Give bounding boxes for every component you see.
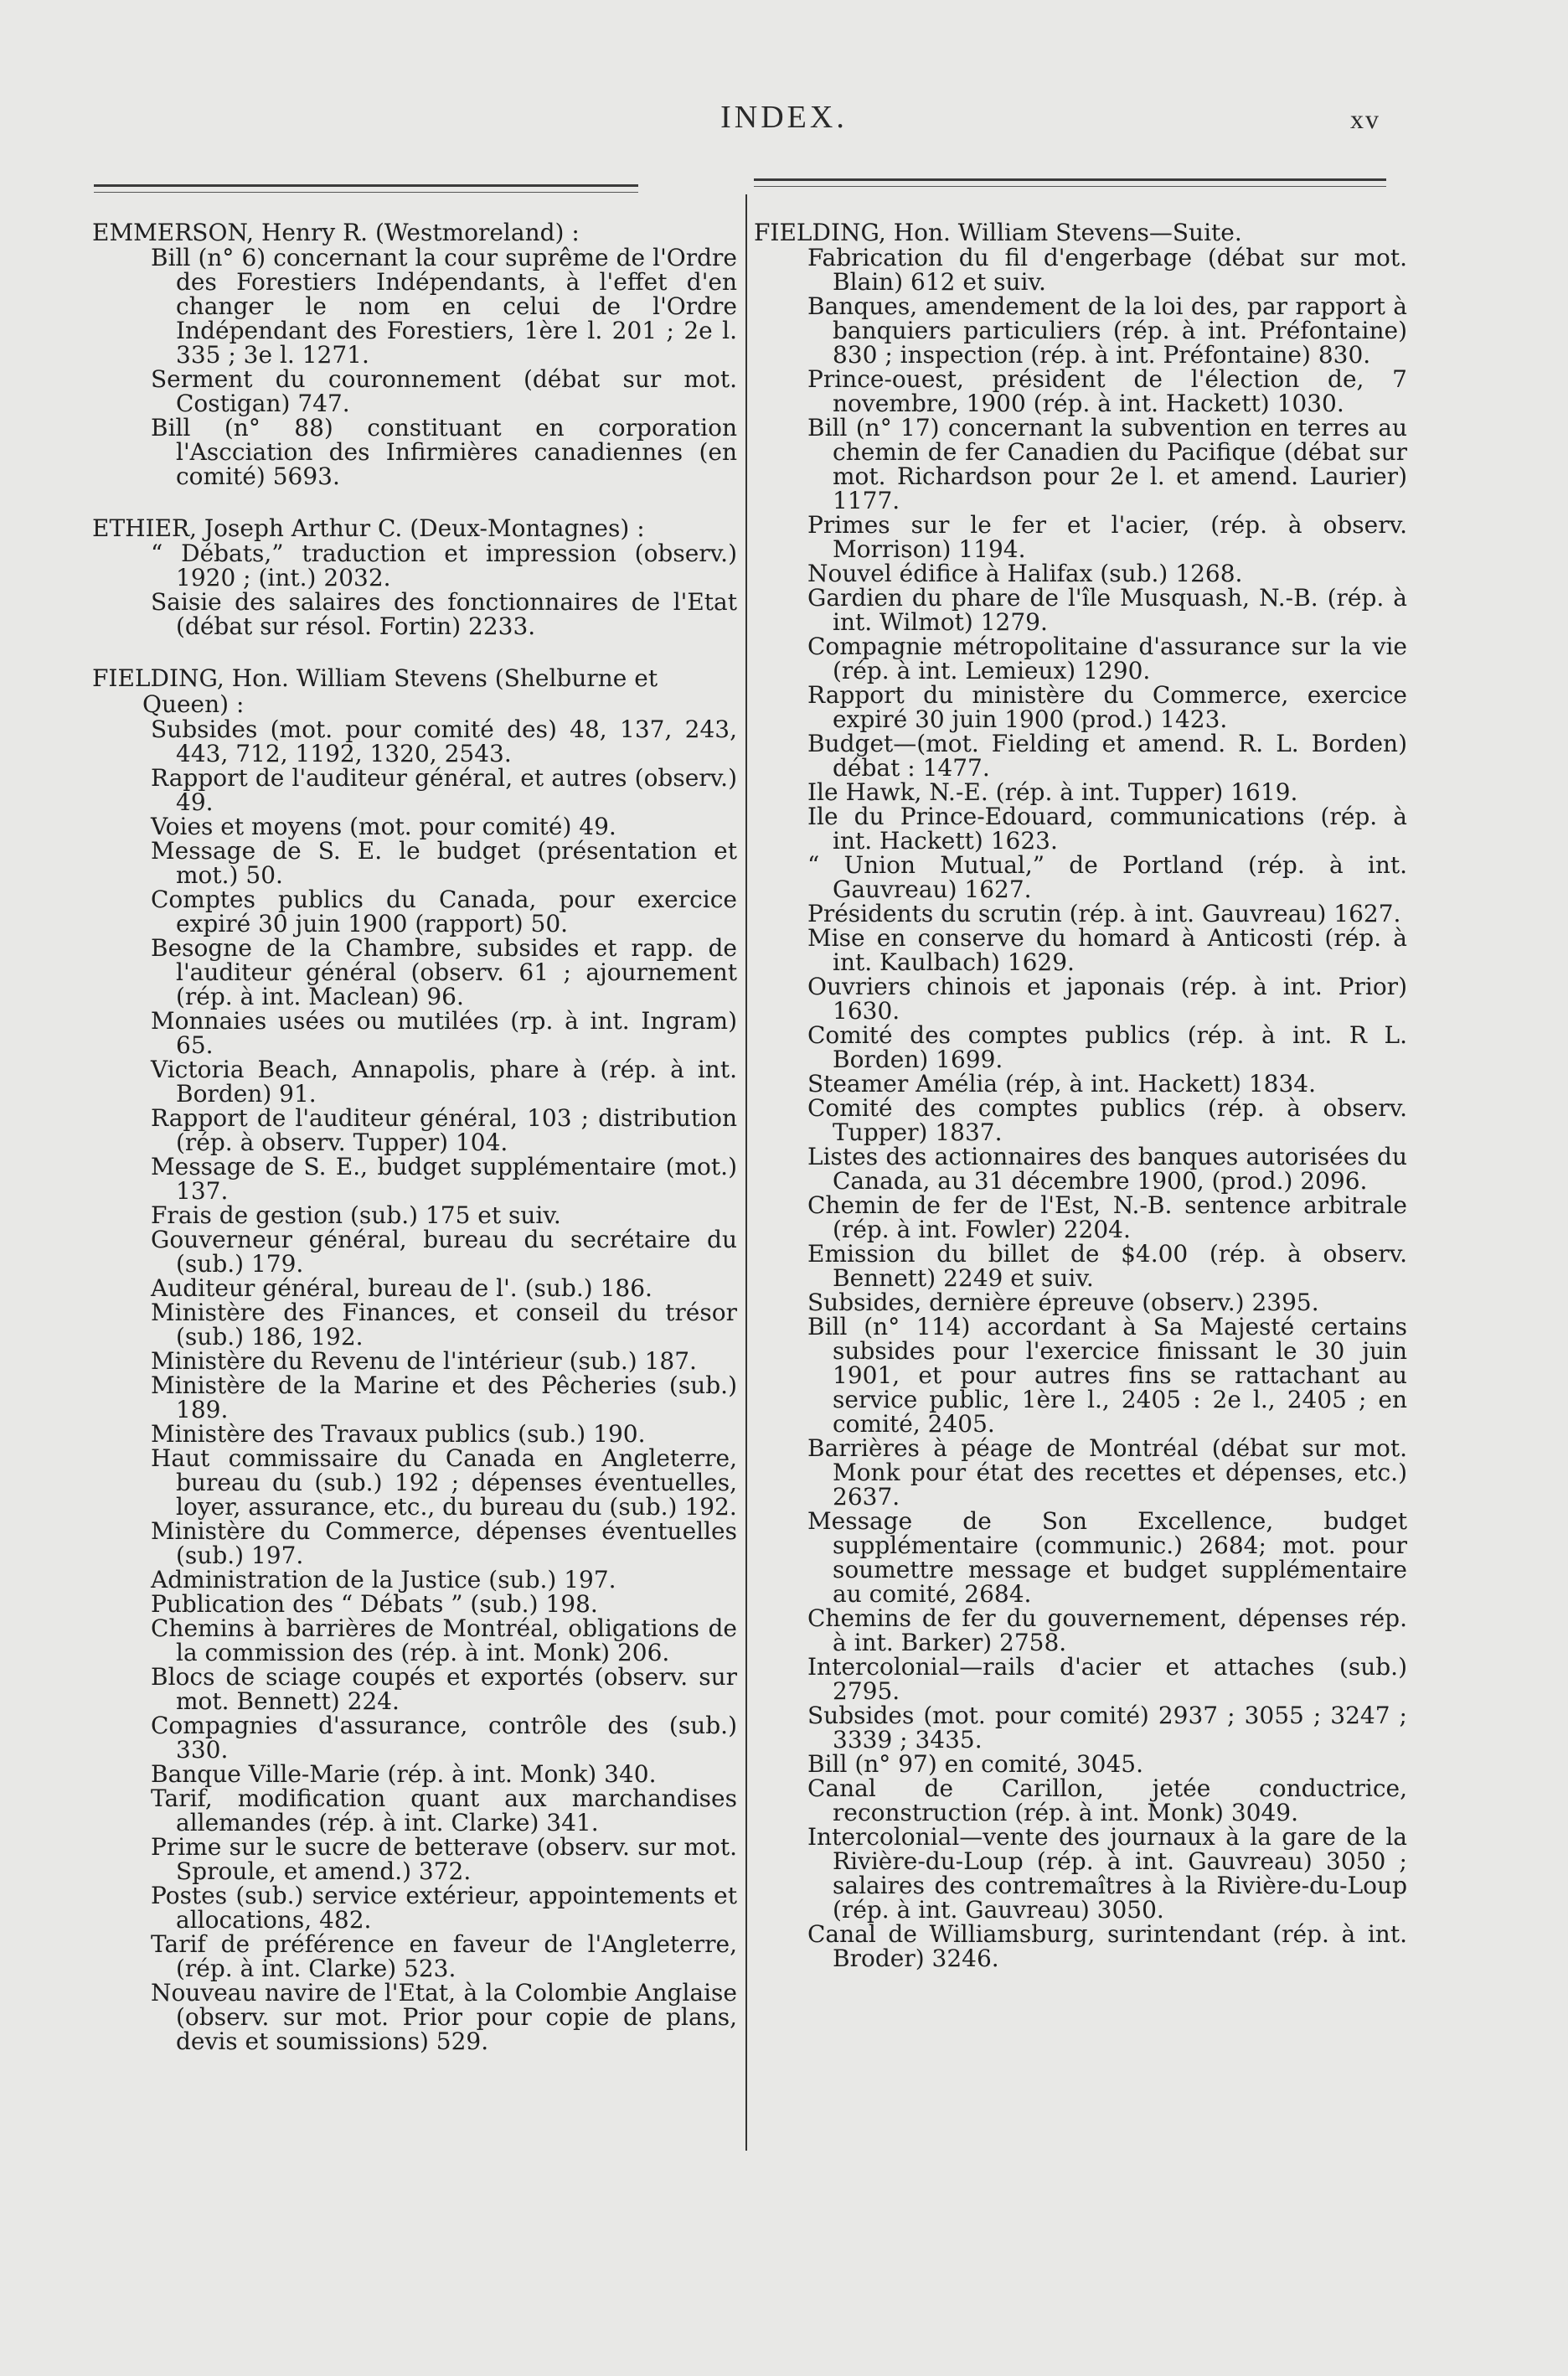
index-entry: Ministère des Finances, et conseil du trésor (sub.) 186, 192. bbox=[151, 1299, 737, 1351]
index-entry: Besogne de la Chambre, subsides et rapp. de l'auditeur général (observ. 61 ; ajournement (rép. à int. Maclean) 96. bbox=[151, 934, 737, 1010]
column-divider bbox=[745, 194, 747, 2151]
index-entry: Banque Ville-Marie (rép. à int. Monk) 340. bbox=[151, 1760, 657, 1788]
index-entry: Intercolonial—vente des journaux à la gare de la Rivière-du-Loup (rép. à int. Gauvreau) 3050 ; salaires des contremaîtres à la Rivière-du-Loup (rép. à int. Gauvreau) 3050. bbox=[807, 1823, 1407, 1924]
index-entry: Chemins à barrières de Montréal, obligations de la commission des (rép. à int. Monk) 206. bbox=[151, 1614, 737, 1666]
index-entry: Subsides, dernière épreuve (observ.) 2395. bbox=[807, 1289, 1319, 1316]
index-entry: Subsides (mot. pour comité) 2937 ; 3055 ; 3247 ; 3339 ; 3435. bbox=[807, 1702, 1407, 1754]
index-entry: Postes (sub.) service extérieur, appointements et allocations, 482. bbox=[151, 1882, 737, 1934]
index-entry: Gardien du phare de l'île Musquash, N.-B. (rép. à int. Wilmot) 1279. bbox=[807, 584, 1407, 636]
index-entry: Haut commissaire du Canada en Angleterre, bureau du (sub.) 192 ; dépenses éventuelles, loyer, assurance, etc., du bureau du (sub.) 192. bbox=[151, 1444, 737, 1521]
index-entry: Publication des “ Débats ” (sub.) 198. bbox=[151, 1590, 598, 1618]
index-entry: Intercolonial—rails d'acier et attaches (sub.) 2795. bbox=[807, 1653, 1407, 1705]
entry-heading: FIELDING, Hon. William Stevens—Suite. bbox=[754, 219, 1242, 246]
entry-heading: FIELDING, Hon. William Stevens (Shelburne et Queen) : bbox=[92, 664, 658, 718]
index-entry: Bill (n° 17) concernant la subvention en terres au chemin de fer Canadien du Pacifique (débat sur mot. Richardson pour 2e l. et amend. Laurier) 1177. bbox=[807, 414, 1407, 514]
index-group bbox=[92, 220, 737, 488]
index-entry: Chemins de fer du gouvernement, dépenses rép. à int. Barker) 2758. bbox=[807, 1604, 1407, 1656]
index-entry: Saisie des salaires des fonctionnaires de l'Etat (débat sur résol. Fortin) 2233. bbox=[151, 588, 737, 640]
index-entry: Rapport du ministère du Commerce, exercice expiré 30 juin 1900 (prod.) 1423. bbox=[807, 681, 1407, 733]
right-column bbox=[754, 220, 1407, 1971]
index-entry: Monnaies usées ou mutilées (rp. à int. Ingram) 65. bbox=[151, 1007, 737, 1059]
index-group bbox=[92, 665, 737, 2053]
index-entry: Serment du couronnement (débat sur mot. Costigan) 747. bbox=[151, 365, 737, 417]
index-entry: Bill (n° 88) constituant en corporation l'Ascciation des Infirmières canadiennes (en comité) 5693. bbox=[151, 414, 737, 490]
index-entry: Mise en conserve du homard à Anticosti (rép. à int. Kaulbach) 1629. bbox=[807, 924, 1407, 976]
index-entry: Ouvriers chinois et japonais (rép. à int. Prior) 1630. bbox=[807, 973, 1407, 1025]
index-entry: Ile du Prince-Edouard, communications (rép. à int. Hackett) 1623. bbox=[807, 803, 1407, 855]
entry-heading: EMMERSON, Henry R. (Westmoreland) : bbox=[92, 219, 580, 246]
index-entry: Barrières à péage de Montréal (débat sur mot. Monk pour état des recettes et dépenses, etc.) 2637. bbox=[807, 1434, 1407, 1511]
index-entry: Ministère du Commerce, dépenses éventuelles (sub.) 197. bbox=[151, 1517, 737, 1569]
index-entry: Emission du billet de $4.00 (rép. à observ. Bennett) 2249 et suiv. bbox=[807, 1240, 1407, 1292]
left-column bbox=[92, 220, 737, 2080]
index-entry: Message de S. E., budget supplémentaire (mot.) 137. bbox=[151, 1153, 737, 1205]
index-entry: Budget—(mot. Fielding et amend. R. L. Borden) débat : 1477. bbox=[807, 730, 1407, 782]
index-entry: Tarif, modification quant aux marchandises allemandes (rép. à int. Clarke) 341. bbox=[151, 1785, 737, 1836]
index-entry: Blocs de sciage coupés et exportés (observ. sur mot. Bennett) 224. bbox=[151, 1663, 737, 1715]
index-entry: Ministère de la Marine et des Pêcheries (sub.) 189. bbox=[151, 1371, 737, 1423]
index-entry: Steamer Amélia (rép, à int. Hackett) 1834. bbox=[807, 1070, 1317, 1098]
index-entry: Comité des comptes publics (rép. à observ. Tupper) 1837. bbox=[807, 1094, 1407, 1146]
index-entry: Bill (n° 97) en comité, 3045. bbox=[807, 1750, 1143, 1778]
index-entry: Prince-ouest, président de l'élection de, 7 novembre, 1900 (rép. à int. Hackett) 1030. bbox=[807, 365, 1407, 417]
index-entry: “ Union Mutual,” de Portland (rép. à int. Gauvreau) 1627. bbox=[807, 851, 1407, 903]
index-entry: Rapport de l'auditeur général, 103 ; distribution (rép. à observ. Tupper) 104. bbox=[151, 1104, 737, 1156]
page-number: xv bbox=[1350, 104, 1380, 134]
index-entry: Administration de la Justice (sub.) 197. bbox=[151, 1566, 616, 1593]
index-entry: Voies et moyens (mot. pour comité) 49. bbox=[151, 813, 616, 840]
index-entry: Bill (n° 114) accordant à Sa Majesté certains subsides pour l'exercice finissant le 30 juin 1901, et pour autres fins se rattachant au service public, 1ère l., 2405 : 2e l., 2405 ; en comité, 2405. bbox=[807, 1313, 1407, 1438]
index-entry: Canal de Carillon, jetée conductrice, reconstruction (rép. à int. Monk) 3049. bbox=[807, 1774, 1407, 1826]
index-entry: Subsides (mot. pour comité des) 48, 137, 243, 443, 712, 1192, 1320, 2543. bbox=[151, 715, 737, 767]
index-entry: Message de Son Excellence, budget supplémentaire (communic.) 2684; mot. pour soumettre message et budget supplémentaire au comité, 2684. bbox=[807, 1507, 1407, 1608]
index-entry: Compagnie métropolitaine d'assurance sur la vie (rép. à int. Lemieux) 1290. bbox=[807, 633, 1407, 684]
entry-heading: ETHIER, Joseph Arthur C. (Deux-Montagnes) : bbox=[92, 514, 645, 542]
index-group bbox=[92, 515, 737, 638]
index-entry: Tarif de préférence en faveur de l'Angleterre, (rép. à int. Clarke) 523. bbox=[151, 1930, 737, 1982]
index-entry: Gouverneur général, bureau du secrétaire du (sub.) 179. bbox=[151, 1226, 737, 1278]
index-entry: Bill (n° 6) concernant la cour suprême de l'Ordre des Forestiers Indépendants, à l'effet d'en changer le nom en celui de l'Ordre Indépendant des Forestiers, 1ère l. 201 ; 2e l. 335 ; 3e l. 1271. bbox=[151, 244, 737, 369]
index-entry: Canal de Williamsburg, surintendant (rép. à int. Broder) 3246. bbox=[807, 1920, 1407, 1972]
index-entry: Ministère des Travaux publics (sub.) 190. bbox=[151, 1420, 646, 1448]
index-entry: Banques, amendement de la loi des, par rapport à banquiers particuliers (rép. à int. Préfontaine) 830 ; inspection (rép. à int. Préfontaine) 830. bbox=[807, 292, 1407, 369]
index-entry: Auditeur général, bureau de l'. (sub.) 186. bbox=[151, 1274, 652, 1302]
header-rule-right bbox=[754, 178, 1386, 181]
index-entry: Ile Hawk, N.-E. (rép. à int. Tupper) 1619. bbox=[807, 778, 1298, 806]
index-entry: “ Débats,” traduction et impression (observ.) 1920 ; (int.) 2032. bbox=[151, 540, 737, 591]
index-entry: Message de S. E. le budget (présentation et mot.) 50. bbox=[151, 837, 737, 889]
index-entry: Comité des comptes publics (rép. à int. R L. Borden) 1699. bbox=[807, 1021, 1407, 1073]
index-entry: Chemin de fer de l'Est, N.-B. sentence arbitrale (rép. à int. Fowler) 2204. bbox=[807, 1191, 1407, 1243]
index-entry: Listes des actionnaires des banques autorisées du Canada, au 31 décembre 1900, (prod.) 2096. bbox=[807, 1143, 1407, 1195]
index-entry: Compagnies d'assurance, contrôle des (sub.) 330. bbox=[151, 1712, 737, 1764]
header-rule-left bbox=[94, 184, 638, 187]
header-rule-right-thin bbox=[754, 186, 1386, 187]
index-entry: Prime sur le sucre de betterave (observ. sur mot. Sproule, et amend.) 372. bbox=[151, 1833, 737, 1885]
index-entry: Nouveau navire de l'Etat, à la Colombie Anglaise (observ. sur mot. Prior pour copie de plans, devis et soumissions) 529. bbox=[151, 1979, 737, 2055]
entry-list bbox=[754, 245, 1407, 1971]
page-title: INDEX. bbox=[720, 100, 848, 135]
index-entry: Nouvel édifice à Halifax (sub.) 1268. bbox=[807, 560, 1243, 587]
index-entry: Primes sur le fer et l'acier, (rép. à observ. Morrison) 1194. bbox=[807, 511, 1407, 563]
index-entry: Fabrication du fil d'engerbage (débat sur mot. Blain) 612 et suiv. bbox=[807, 244, 1407, 296]
index-entry: Rapport de l'auditeur général, et autres (observ.) 49. bbox=[151, 764, 737, 816]
index-entry: Frais de gestion (sub.) 175 et suiv. bbox=[151, 1201, 561, 1229]
index-entry: Présidents du scrutin (rép. à int. Gauvreau) 1627. bbox=[807, 900, 1401, 927]
header-rule-left-thin bbox=[94, 192, 638, 193]
index-entry: Comptes publics du Canada, pour exercice expiré 30 juin 1900 (rapport) 50. bbox=[151, 886, 737, 937]
index-entry: Ministère du Revenu de l'intérieur (sub.) 187. bbox=[151, 1347, 697, 1375]
index-entry: Victoria Beach, Annapolis, phare à (rép. à int. Borden) 91. bbox=[151, 1056, 737, 1108]
